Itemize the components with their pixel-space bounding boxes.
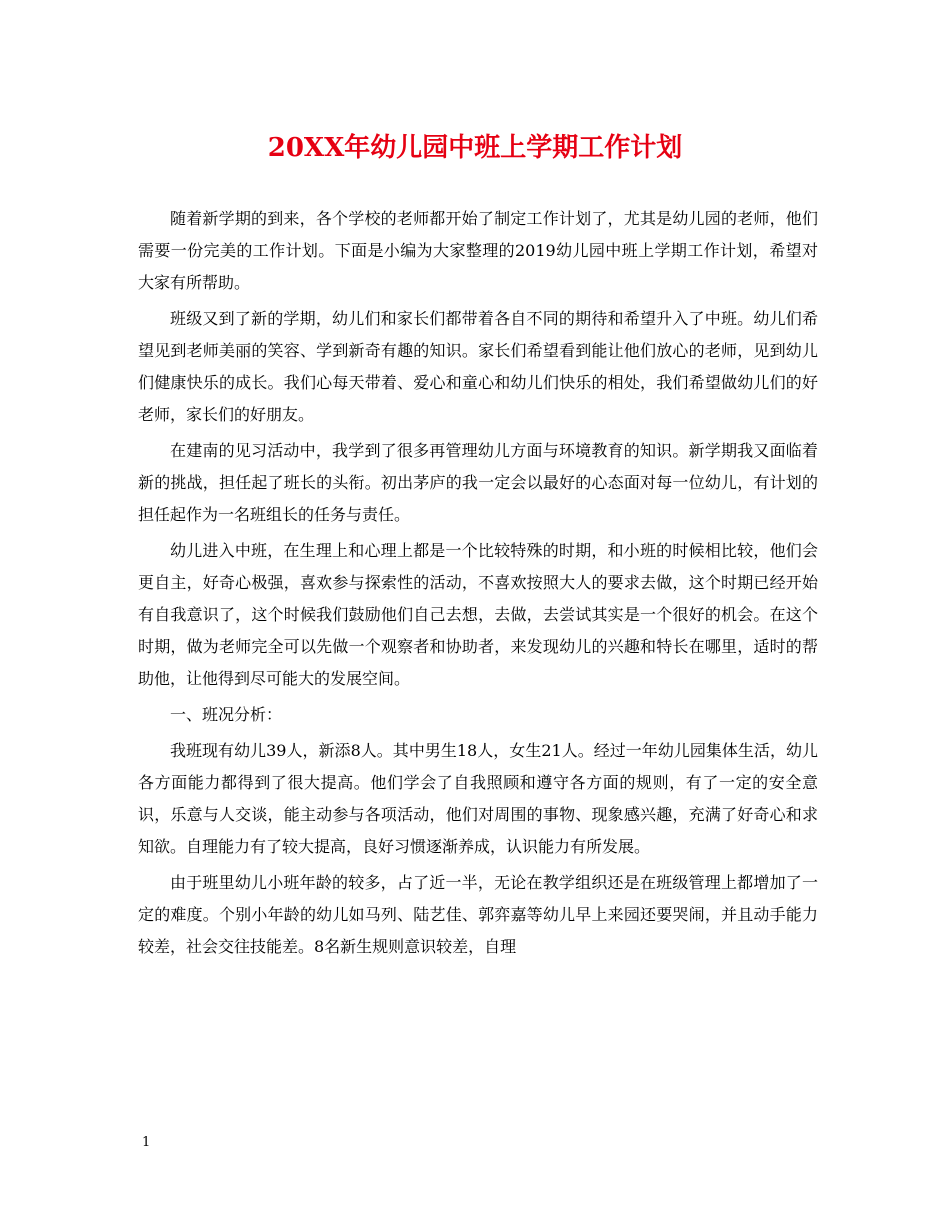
- document-body: [138, 203, 818, 967]
- page-title: 20XX年幼儿园中班上学期工作计划: [267, 133, 683, 163]
- paragraph-new-semester: 班级又到了新的学期，幼儿们和家长们都带着各自不同的期待和希望升入了中班。幼儿们希望见到老师美丽的笑容、学到新奇有趣的知识。家长们希望看到能让他们放心的老师，见到幼儿们健康快乐的成长。我们心每天带着、爱心和童心和幼儿们快乐的相处，我们希望做幼儿们的好老师，家长们的好朋友。: [138, 309, 818, 424]
- paragraph-class-stats: 我班现有幼儿39人，新添8人。其中男生18人，女生21人。经过一年幼儿园集体生活，幼儿各方面能力都得到了很大提高。他们学会了自我照顾和遵守各方面的规则，有了一定的安全意识，乐意与人交谈，能主动参与各项活动，他们对周围的事物、现象感兴趣，充满了好奇心和求知欲。自理能力有了较大提高，良好习惯逐渐养成，认识能力有所发展。: [138, 741, 818, 856]
- paragraph-intro: 随着新学期的到来，各个学校的老师都开始了制定工作计划了，尤其是幼儿园的老师，他们需要一份完美的工作计划。下面是小编为大家整理的2019幼儿园中班上学期工作计划，希望对大家有所帮助。: [138, 209, 818, 292]
- paragraph-internship: 在建南的见习活动中，我学到了很多再管理幼儿方面与环境教育的知识。新学期我又面临着新的挑战，担任起了班长的头衔。初出茅庐的我一定会以最好的心态面对每一位幼儿，有计划的担任起作为一名班组长的任务与责任。: [138, 441, 818, 524]
- page-number: 1: [142, 1135, 151, 1150]
- paragraph-middle-class-traits: 幼儿进入中班，在生理上和心理上都是一个比较特殊的时期，和小班的时候相比较，他们会更自主，好奇心极强，喜欢参与探索性的活动，不喜欢按照大人的要求去做，这个时期已经开始有自我意识了，这个时候我们鼓励他们自己去想，去做，去尝试其实是一个很好的机会。在这个时期，做为老师完全可以先做一个观察者和协助者，来发现幼儿的兴趣和特长在哪里，适时的帮助他，让他得到尽可能大的发展空间。: [138, 541, 818, 688]
- section-heading-class-analysis: 一、班况分析：: [170, 705, 283, 724]
- paragraph-difficulties: 由于班里幼儿小班年龄的较多，占了近一半，无论在教学组织还是在班级管理上都增加了一定的难度。个别小年龄的幼儿如马列、陆艺佳、郭弈嘉等幼儿早上来园还要哭闹，并且动手能力较差，社会交往技能差。8名新生规则意识较差，自理: [138, 873, 818, 956]
